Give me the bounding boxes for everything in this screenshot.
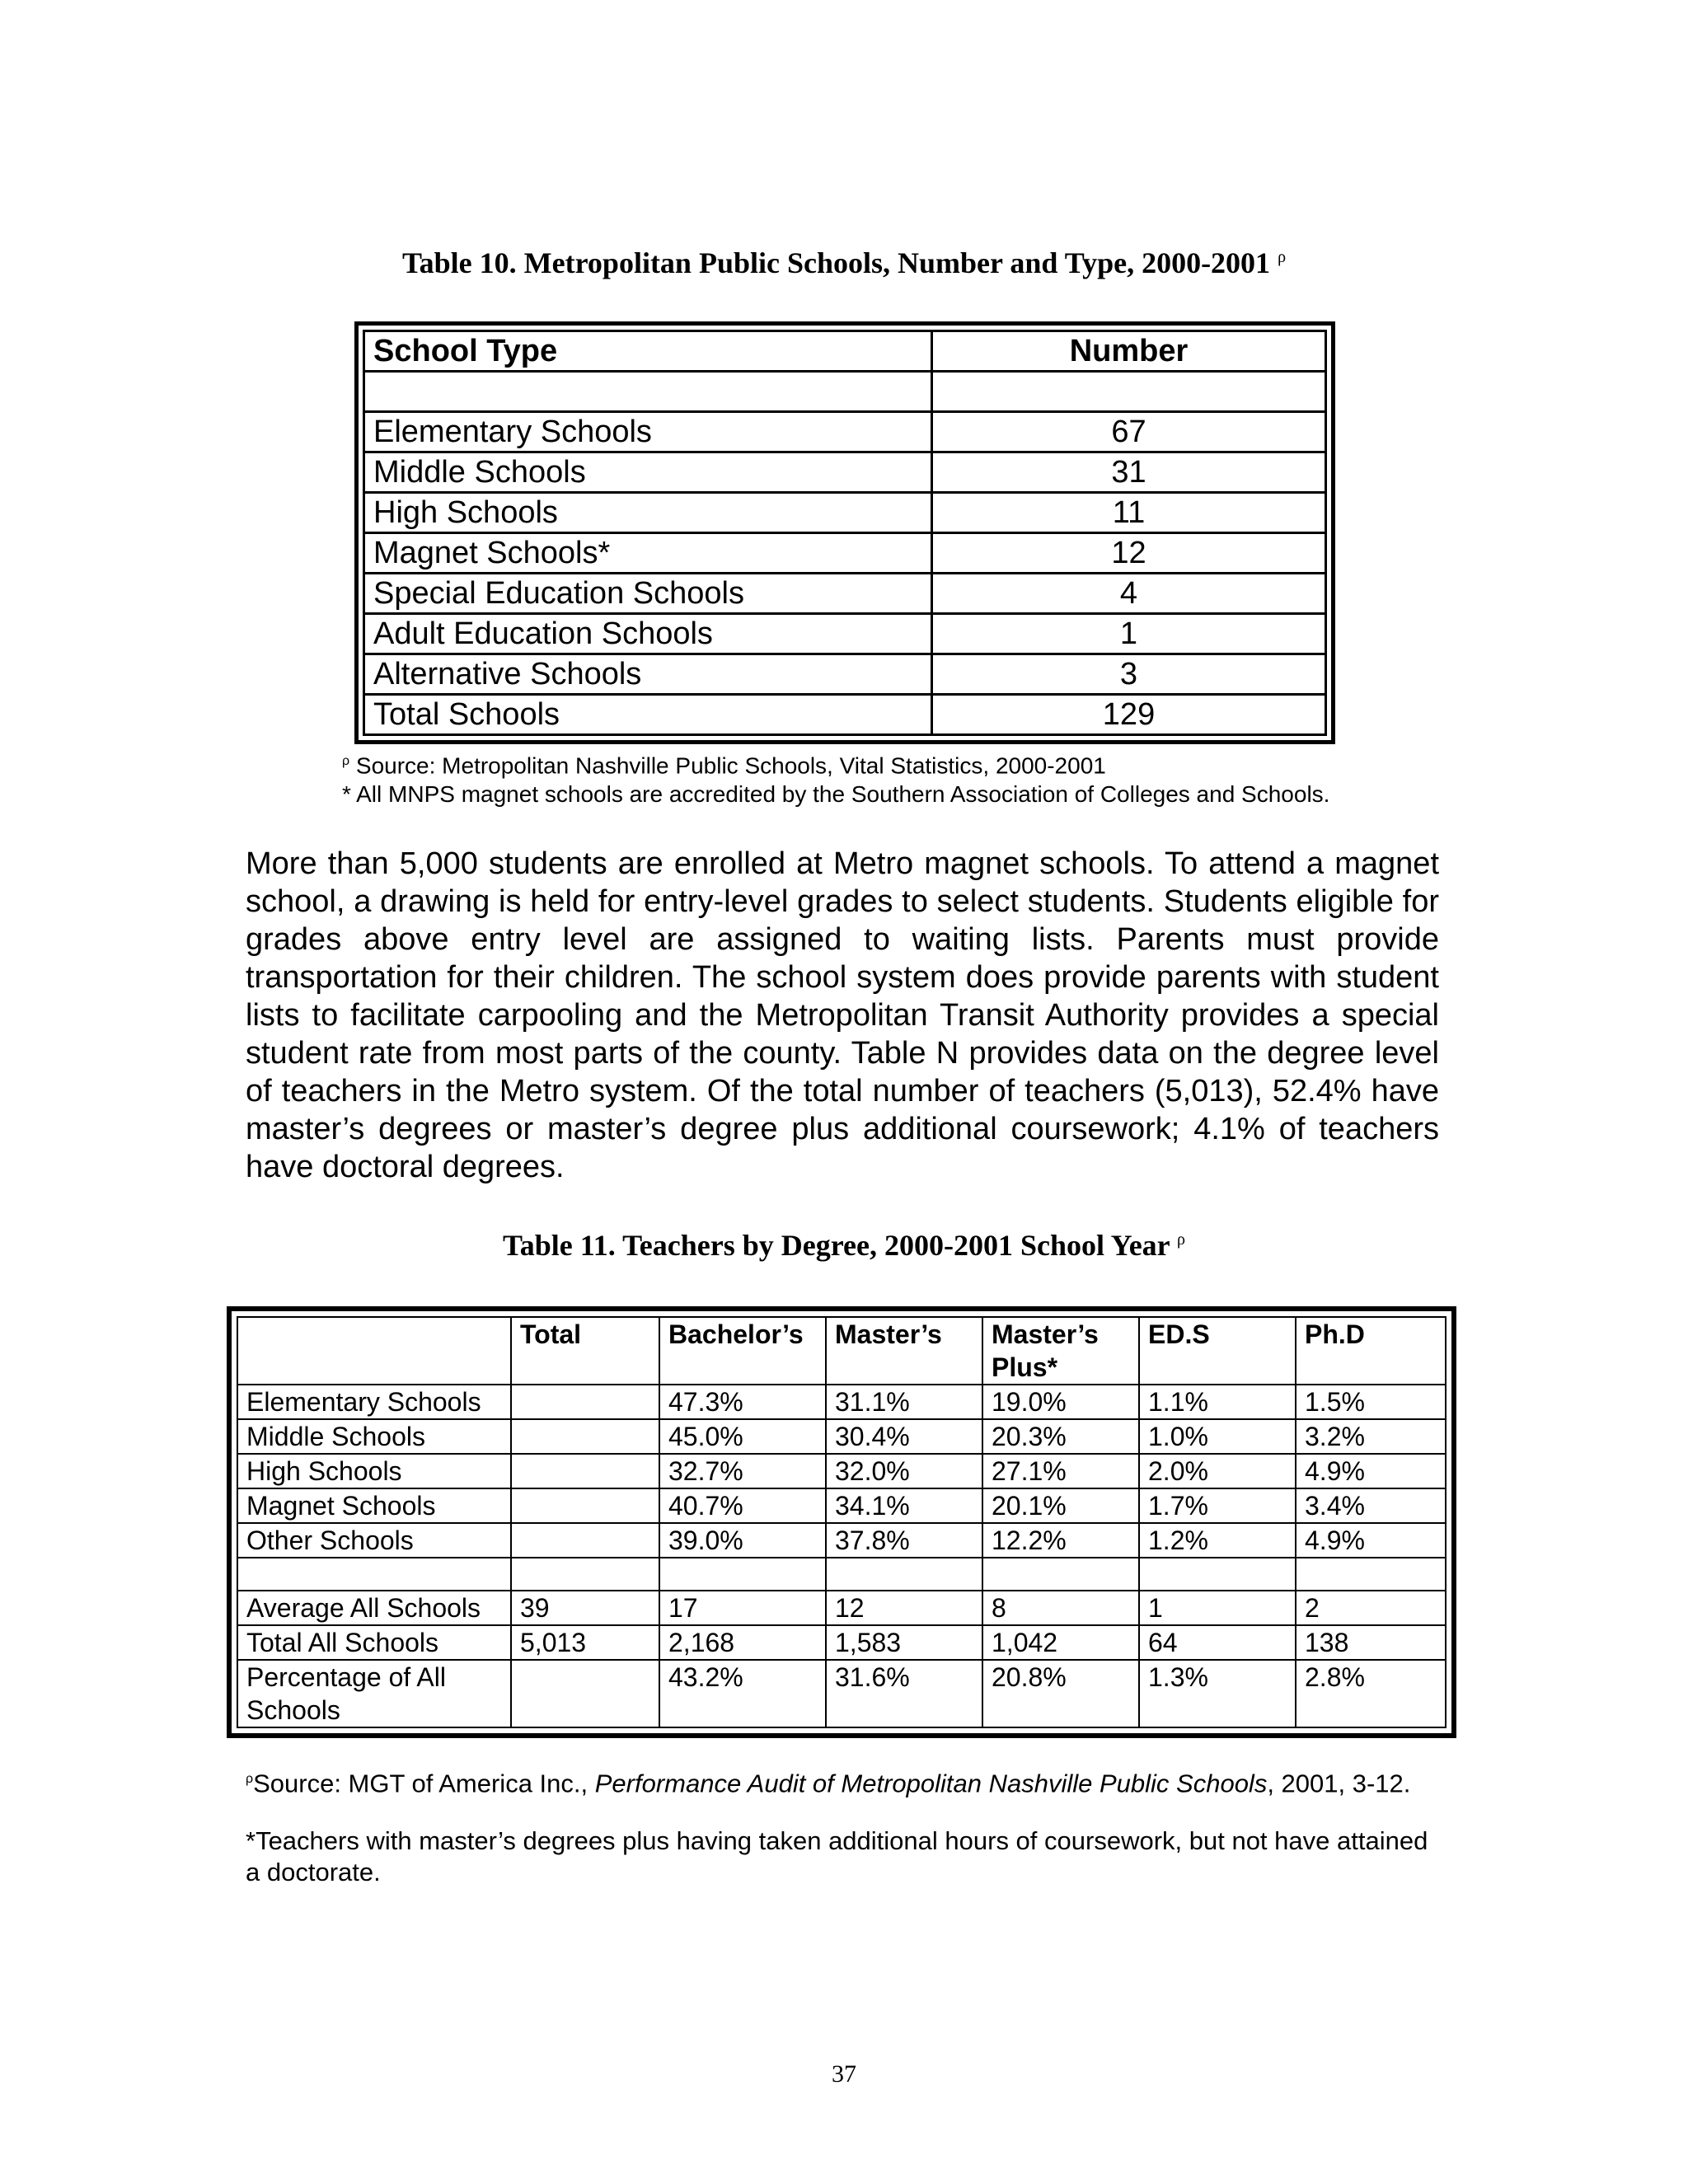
- table11-cell: 37.8%: [826, 1523, 982, 1558]
- table10-row: [364, 654, 1326, 695]
- table11-cell: [982, 1558, 1139, 1591]
- table11-cell: 40.7%: [659, 1488, 826, 1523]
- table11-cell: 3.4%: [1296, 1488, 1446, 1523]
- body-paragraph: More than 5,000 students are enrolled at Metro magnet schools. To attend a magnet school, a drawing is held for entry-level grades to select students. Students eligible for grades above entry level are assigned to waiting lists. Parents must provide transportation for their children. The school system does provide parents with student lists to facilitate carpooling and the Metropolitan Transit Authority provides a special student rate from most parts of the county. Table N provides data on the degree level of teachers in the Metro system. Of the total number of teachers (5,013), 52.4% have master’s degrees or master’s degree plus additional coursework; 4.1% of teachers have doctoral degrees.: [246, 846, 1439, 1184]
- table11-row-label: Percentage of All Schools: [237, 1660, 511, 1727]
- table11-cell: [1296, 1558, 1446, 1591]
- table10-cell-type: Alternative Schools: [364, 654, 932, 695]
- table10-cell-type: Magnet Schools*: [364, 533, 932, 574]
- table11-row: [237, 1419, 1446, 1454]
- table11-row: [237, 1591, 1446, 1625]
- table11-cell: 43.2%: [659, 1660, 826, 1727]
- table11-source-suffix: , 2001, 3-12.: [1267, 1769, 1411, 1798]
- table11-row-label: Other Schools: [237, 1523, 511, 1558]
- table11-cell: 45.0%: [659, 1419, 826, 1454]
- table11-cell: 4.9%: [1296, 1523, 1446, 1558]
- table11-cell: 1.0%: [1139, 1419, 1296, 1454]
- table11-cell: 32.0%: [826, 1454, 982, 1488]
- table10-cell-type: Elementary Schools: [364, 412, 932, 452]
- table11-row: [237, 1558, 1446, 1591]
- table11-cell: 30.4%: [826, 1419, 982, 1454]
- table10-cell-number: 11: [932, 493, 1326, 533]
- table10-cell-type: Total Schools: [364, 695, 932, 735]
- table11-cell: 2: [1296, 1591, 1446, 1625]
- table11-cell: 3.2%: [1296, 1419, 1446, 1454]
- table11-cell: [511, 1419, 659, 1454]
- table10-cell-number: 3: [932, 654, 1326, 695]
- table11-header-cell: Master’s Plus*: [982, 1317, 1139, 1385]
- table11-cell: 138: [1296, 1625, 1446, 1660]
- table11-row: [237, 1488, 1446, 1523]
- table11-row: [237, 1660, 1446, 1727]
- table11-source-prefix: Source: MGT of America Inc.,: [253, 1769, 595, 1798]
- table11-cell: 31.6%: [826, 1660, 982, 1727]
- table10-cell-type: Adult Education Schools: [364, 614, 932, 654]
- table11: [237, 1316, 1447, 1728]
- table10-row: [364, 493, 1326, 533]
- table11-cell: 1,583: [826, 1625, 982, 1660]
- table11-source-title: Performance Audit of Metropolitan Nashville Public Schools: [594, 1769, 1268, 1798]
- table11-cell: 1.7%: [1139, 1488, 1296, 1523]
- table11-cell: 17: [659, 1591, 826, 1625]
- table11-row-label: Average All Schools: [237, 1591, 511, 1625]
- table10-caption-mark: ρ: [1278, 248, 1287, 266]
- table11-cell: 2.8%: [1296, 1660, 1446, 1727]
- table11-cell: 34.1%: [826, 1488, 982, 1523]
- table11-cell: 39: [511, 1591, 659, 1625]
- table11-cell: 19.0%: [982, 1385, 1139, 1419]
- table11-cell: 2,168: [659, 1625, 826, 1660]
- page-number: 37: [832, 2060, 856, 2088]
- table11-cell: 1.3%: [1139, 1660, 1296, 1727]
- table10-footnote: [342, 779, 1329, 810]
- table11-row-label: Total All Schools: [237, 1625, 511, 1660]
- table10-caption-text: Table 10. Metropolitan Public Schools, Number and Type, 2000-2001: [401, 246, 1271, 279]
- table10-cell-number: 1: [932, 614, 1326, 654]
- table11-row-label: Middle Schools: [237, 1419, 511, 1454]
- table11-cell: 12.2%: [982, 1523, 1139, 1558]
- table10-row: [364, 574, 1326, 614]
- table11-cell: 31.1%: [826, 1385, 982, 1419]
- table10-header-school-type: School Type: [364, 331, 932, 372]
- table10-row: [364, 614, 1326, 654]
- table10-source-mark: ρ: [342, 754, 350, 768]
- table11-cell: [511, 1660, 659, 1727]
- table11-header-cell: [237, 1317, 511, 1385]
- table10-body: [364, 372, 1326, 735]
- table11-cell: [511, 1523, 659, 1558]
- table10-cell-number: 67: [932, 412, 1326, 452]
- table11-cell: 2.0%: [1139, 1454, 1296, 1488]
- table11-header-cell: Total: [511, 1317, 659, 1385]
- table10-row: [364, 533, 1326, 574]
- table10-cell-number: 12: [932, 533, 1326, 574]
- table11-row: [237, 1385, 1446, 1419]
- table11-row: [237, 1523, 1446, 1558]
- table11-cell: 1: [1139, 1591, 1296, 1625]
- table11-frame: [227, 1306, 1456, 1738]
- table11-cell: 1,042: [982, 1625, 1139, 1660]
- table11-cell: 4.9%: [1296, 1454, 1446, 1488]
- table10-header-row: [364, 331, 1326, 372]
- table10-source-text: Source: Metropolitan Nashville Public Schools, Vital Statistics, 2000-2001: [355, 752, 1106, 779]
- table11-cell: 8: [982, 1591, 1139, 1625]
- table11-cell: 1.5%: [1296, 1385, 1446, 1419]
- table10-source: [342, 746, 1106, 781]
- table11-header-row: [237, 1317, 1446, 1385]
- table11-row-label: [237, 1558, 511, 1591]
- table11-row: [237, 1625, 1446, 1660]
- table11-row-label: High Schools: [237, 1454, 511, 1488]
- table11-header-cell: Master’s: [826, 1317, 982, 1385]
- table11-cell: [511, 1454, 659, 1488]
- table11-footnote: *Teachers with master’s degrees plus having taken additional hours of coursework, but not have attained a doctorate.: [246, 1826, 1428, 1886]
- table11-cell: [1139, 1558, 1296, 1591]
- table11-caption-mark: ρ: [1177, 1230, 1185, 1249]
- table11-cell: [826, 1558, 982, 1591]
- table11-caption-text: Table 11. Teachers by Degree, 2000-2001 School Year: [503, 1229, 1170, 1262]
- table11-row-label: Elementary Schools: [237, 1385, 511, 1419]
- table11-row: [237, 1454, 1446, 1488]
- table11-row-label: Magnet Schools: [237, 1488, 511, 1523]
- table10-cell-type: High Schools: [364, 493, 932, 533]
- table11-cell: 5,013: [511, 1625, 659, 1660]
- table11-cell: 32.7%: [659, 1454, 826, 1488]
- table11-cell: 20.1%: [982, 1488, 1139, 1523]
- table11-source: [246, 1764, 1439, 1799]
- table11-cell: [511, 1558, 659, 1591]
- table11-header-cell: Ph.D: [1296, 1317, 1446, 1385]
- table10-row: [364, 695, 1326, 735]
- table10-footnote-text: * All MNPS magnet schools are accredited by the Southern Association of Colleges and Schools.: [342, 781, 1330, 807]
- table11-cell: 1.2%: [1139, 1523, 1296, 1558]
- table11-caption: [0, 1228, 1688, 1263]
- table11-header-cell: Bachelor’s: [659, 1317, 826, 1385]
- table11-cell: [511, 1385, 659, 1419]
- table11-source-mark: ρ: [246, 1772, 254, 1786]
- table10-cell-number: 31: [932, 452, 1326, 493]
- table10-cell-type: Special Education Schools: [364, 574, 932, 614]
- table10: [363, 330, 1327, 736]
- table11-cell: 39.0%: [659, 1523, 826, 1558]
- table10-cell-number: 4: [932, 574, 1326, 614]
- table11-cell: [659, 1558, 826, 1591]
- table10-row: [364, 372, 1326, 412]
- table10-row: [364, 412, 1326, 452]
- table11-cell: 27.1%: [982, 1454, 1139, 1488]
- table10-frame: [354, 321, 1335, 744]
- table11-cell: 1.1%: [1139, 1385, 1296, 1419]
- table11-cell: 20.8%: [982, 1660, 1139, 1727]
- table10-cell-number: 129: [932, 695, 1326, 735]
- table10-cell-number: [932, 372, 1326, 412]
- table11-cell: 47.3%: [659, 1385, 826, 1419]
- table11-cell: 64: [1139, 1625, 1296, 1660]
- table11-header-cell: ED.S: [1139, 1317, 1296, 1385]
- table11-body: [237, 1385, 1446, 1727]
- table10-caption: [0, 246, 1688, 280]
- table11-cell: [511, 1488, 659, 1523]
- table10-cell-type: [364, 372, 932, 412]
- table11-cell: 20.3%: [982, 1419, 1139, 1454]
- table11-cell: 12: [826, 1591, 982, 1625]
- table10-row: [364, 452, 1326, 493]
- table10-header-number: Number: [932, 331, 1326, 372]
- table10-cell-type: Middle Schools: [364, 452, 932, 493]
